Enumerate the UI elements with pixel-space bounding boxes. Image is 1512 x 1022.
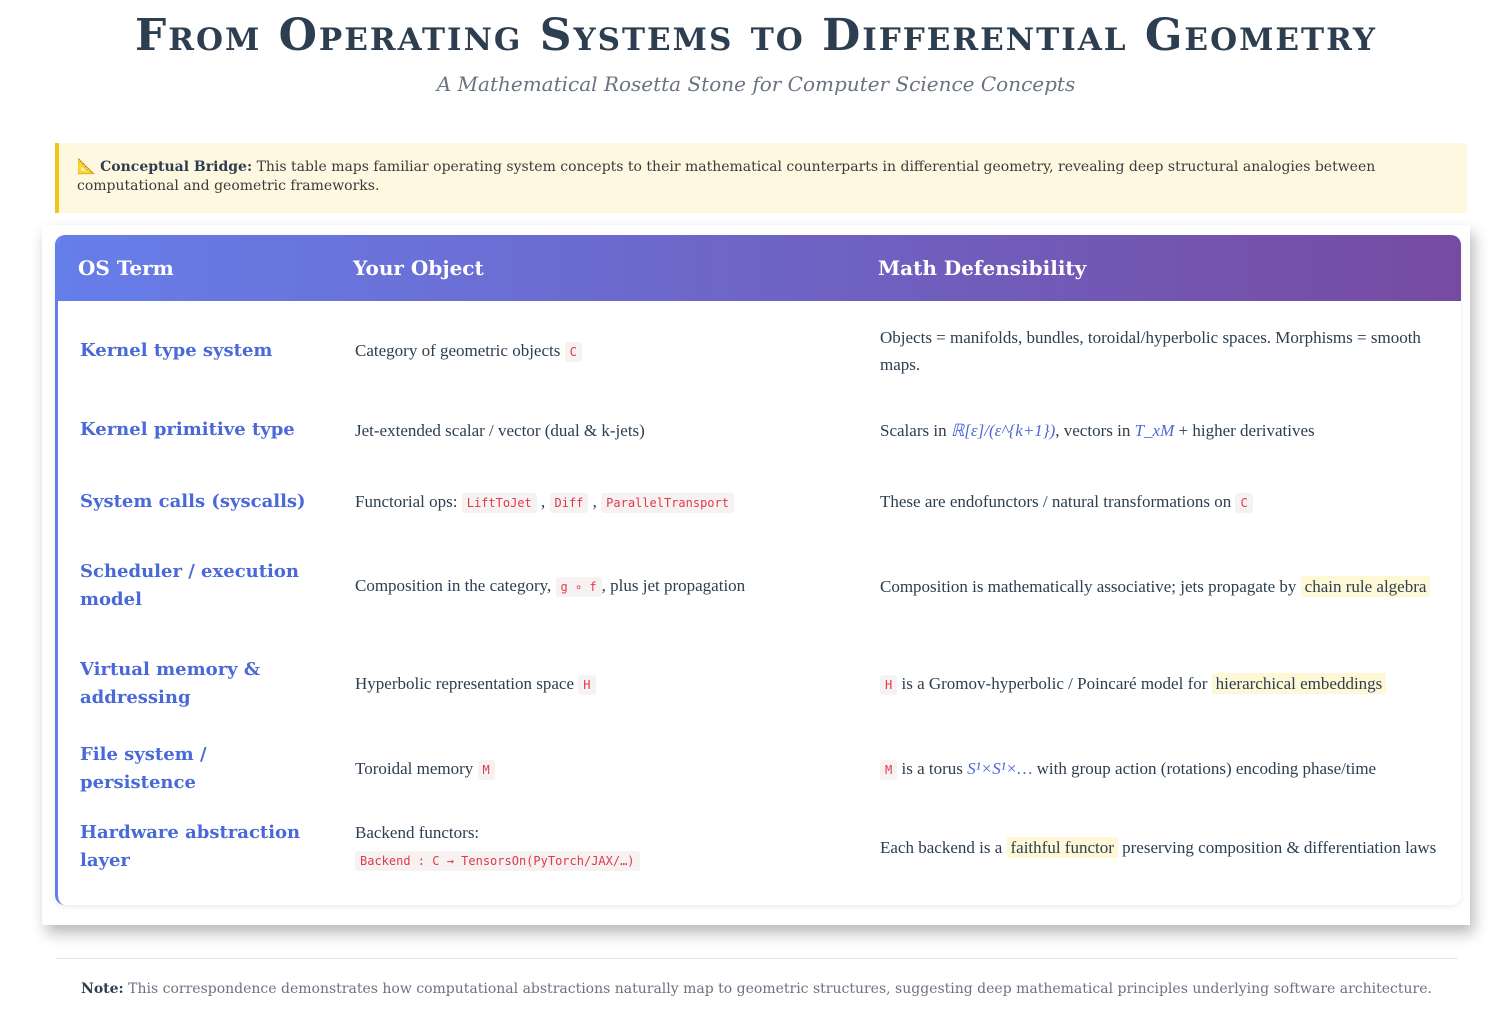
object-cell: Hyperbolic representation space H bbox=[333, 635, 858, 733]
math-expression: S¹×S¹×… bbox=[967, 758, 1033, 778]
highlight: hierarchical embeddings bbox=[1212, 673, 1387, 694]
math-cell: These are endofunctors / natural transformations on C bbox=[858, 467, 1461, 537]
triangular-ruler-icon: 📐 bbox=[77, 157, 96, 175]
code-diff: Diff bbox=[550, 493, 589, 513]
page-title: From Operating Systems to Differential Geometry bbox=[134, 10, 1378, 61]
os-term-cell: File system / persistence bbox=[80, 744, 207, 793]
os-term-cell: Virtual memory & addressing bbox=[80, 659, 261, 708]
table-header-row bbox=[58, 235, 1461, 301]
os-term-cell: Kernel type system bbox=[80, 340, 273, 361]
code-hyperbolic-h: H bbox=[578, 675, 595, 695]
header-math-defensibility: Math Defensibility bbox=[878, 256, 1087, 280]
table-row bbox=[58, 537, 1461, 635]
table-row bbox=[58, 301, 1461, 393]
object-cell: Functorial ops: LiftToJet , Diff , ParallelTransport bbox=[333, 467, 858, 537]
os-term-cell: Scheduler / execution model bbox=[80, 561, 299, 610]
math-expression: ℝ[ε]/(ε^{k+1}) bbox=[950, 420, 1056, 440]
object-cell: Composition in the category, g ∘ f , plus jet propagation bbox=[355, 575, 746, 595]
correspondence-table bbox=[58, 235, 1461, 903]
object-cell: Toroidal memory M bbox=[333, 733, 858, 805]
code-toroidal-m: M bbox=[478, 760, 495, 780]
code-category-c: C bbox=[565, 342, 582, 362]
code-composition: g ∘ f bbox=[556, 577, 602, 597]
math-cell: Scalars in ℝ[ε]/(ε^{k+1}), vectors in T_xM + higher derivatives bbox=[880, 420, 1315, 440]
table-row bbox=[58, 635, 1461, 733]
os-term-cell: Hardware abstraction layer bbox=[80, 822, 301, 871]
object-cell: Backend functors: Backend : C → TensorsOn(PyTorch/JAX/…) bbox=[333, 805, 858, 903]
conceptual-bridge-callout bbox=[55, 143, 1467, 213]
highlight: chain rule algebra bbox=[1301, 576, 1431, 597]
object-text: Category of geometric objects bbox=[355, 340, 565, 360]
bridge-label: Conceptual Bridge: bbox=[100, 159, 253, 175]
os-term-cell: Kernel primitive type bbox=[80, 419, 295, 440]
note-text: This correspondence demonstrates how computational abstractions naturally map to geometric structures, suggesting deep mathematical principles underlying software architecture. bbox=[123, 981, 1432, 997]
math-cell: H is a Gromov-hyperbolic / Poincaré model for hierarchical embeddings bbox=[858, 635, 1461, 733]
object-cell: Jet-extended scalar / vector (dual & k-jets) bbox=[355, 420, 645, 440]
code-backend-functor: Backend : C → TensorsOn(PyTorch/JAX/…) bbox=[355, 851, 640, 871]
table-row bbox=[58, 805, 1461, 903]
code-category-c: C bbox=[1235, 493, 1252, 513]
os-term-cell: System calls (syscalls) bbox=[80, 491, 306, 512]
table-row bbox=[58, 393, 1461, 467]
table-row bbox=[58, 733, 1461, 805]
math-cell: Composition is mathematically associative; jets propagate by chain rule algebra bbox=[858, 537, 1461, 635]
math-cell: Each backend is a faithful functor preserving composition & differentiation laws bbox=[880, 837, 1437, 857]
page-subtitle: A Mathematical Rosetta Stone for Computer Science Concepts bbox=[436, 72, 1076, 96]
math-expression: T_xM bbox=[1134, 420, 1175, 440]
code-lift-to-jet: LiftToJet bbox=[462, 493, 537, 513]
bridge-text: This table maps familiar operating system concepts to their mathematical counterparts in differential geometry, revealing deep structural analogies between computational and geometric frameworks. bbox=[77, 159, 1376, 194]
correspondence-table-card bbox=[55, 235, 1461, 905]
math-cell: M is a torus S¹×S¹×… with group action (rotations) encoding phase/time bbox=[858, 733, 1461, 805]
code-parallel-transport: ParallelTransport bbox=[601, 493, 734, 513]
header-your-object: Your Object bbox=[353, 256, 484, 280]
math-cell: Objects = manifolds, bundles, toroidal/hyperbolic spaces. Morphisms = smooth maps. bbox=[880, 328, 1421, 374]
header-os-term: OS Term bbox=[78, 256, 174, 280]
table-row bbox=[58, 467, 1461, 537]
code-hyperbolic-h: H bbox=[880, 675, 897, 695]
footer-note bbox=[55, 958, 1458, 997]
object-cell bbox=[333, 301, 858, 393]
code-toroidal-m: M bbox=[880, 760, 897, 780]
highlight: faithful functor bbox=[1007, 837, 1118, 858]
note-label: Note: bbox=[81, 981, 124, 997]
